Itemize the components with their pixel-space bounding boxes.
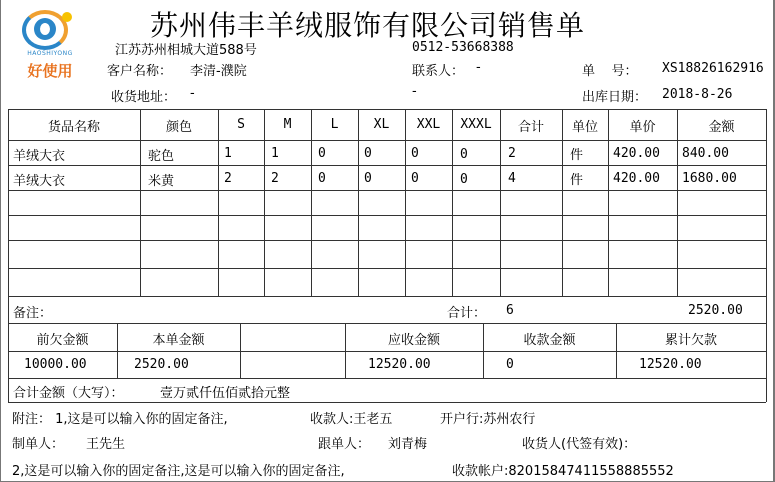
col-header-price: 单价 — [629, 120, 656, 135]
row1-m: 1 — [271, 146, 279, 161]
row2-m: 2 — [271, 171, 279, 186]
table-row-line — [8, 296, 766, 297]
row2-xxl: 0 — [411, 171, 419, 186]
remark-label: 备注： — [13, 306, 53, 321]
summary-header-prev-owed: 前欠金额 — [36, 333, 89, 348]
row2-xl: 0 — [364, 171, 372, 186]
col-header-item: 货品名称 — [47, 120, 100, 135]
maker-label: 制单人： — [12, 437, 65, 452]
col-header-unit: 单位 — [571, 120, 598, 135]
row2-color: 米黄 — [148, 174, 175, 189]
total-amount: 2520.00 — [688, 303, 743, 318]
summary-header-cumulative: 累计欠款 — [664, 333, 717, 348]
col-header-color: 颜色 — [165, 120, 192, 135]
table-col-line — [218, 109, 219, 296]
row1-amount: 840.00 — [682, 146, 729, 161]
logo-sun-icon — [62, 12, 72, 22]
row2-amount: 1680.00 — [682, 171, 737, 186]
customer-label: 客户名称： — [107, 64, 173, 79]
footer-note-1: 附注： 1,这是可以输入你的固定备注, — [12, 412, 228, 427]
amount-words-label: 合计金额（大写）： — [13, 386, 124, 401]
table-border-bottom — [8, 402, 766, 403]
table-row-line — [8, 215, 766, 216]
row2-xxxl: 0 — [460, 172, 468, 187]
col-header-m: M — [283, 117, 292, 132]
table-row-line — [8, 351, 766, 352]
company-phone: 0512-53668388 — [412, 40, 514, 55]
date-value: 2018-8-26 — [662, 87, 733, 102]
order-label: 单 号： — [582, 64, 638, 79]
row1-unit: 件 — [570, 148, 584, 163]
follow-label: 跟单人： — [318, 437, 371, 452]
customer-value: 李清-濮院 — [190, 64, 247, 79]
table-col-line — [358, 109, 359, 296]
contact-extra-value: - — [412, 84, 417, 99]
table-border-right — [766, 109, 767, 402]
ship-address-value: - — [190, 86, 195, 101]
row1-xxxl: 0 — [460, 147, 468, 162]
table-col-line — [405, 109, 406, 296]
summary-col-line — [240, 323, 241, 378]
footer-payee: 收款人:王老五 — [310, 412, 393, 427]
amount-words-value: 壹万贰仟伍佰贰拾元整 — [160, 386, 291, 401]
table-row-line — [8, 323, 766, 324]
table-row-line — [8, 268, 766, 269]
row2-item: 羊绒大衣 — [13, 174, 66, 189]
company-address: 江苏苏州相城大道588号 — [115, 43, 257, 58]
total-label: 合计： — [447, 306, 487, 321]
footer-account: 收款帐户:82015847411558885552 — [452, 464, 674, 479]
col-header-amount: 金额 — [708, 120, 735, 135]
row1-l: 0 — [318, 146, 326, 161]
summary-prev-owed: 10000.00 — [24, 357, 87, 372]
col-header-s: S — [237, 117, 245, 132]
date-label: 出库日期： — [582, 90, 648, 105]
table-col-line — [140, 109, 141, 296]
ship-address-label: 收货地址： — [111, 90, 177, 105]
summary-header-received: 收款金额 — [523, 333, 576, 348]
row2-s: 2 — [224, 171, 232, 186]
col-header-xxl: XXL — [416, 117, 441, 132]
table-col-line — [562, 109, 563, 296]
order-value: XS18826162916 — [662, 61, 764, 76]
table-col-line — [452, 109, 453, 296]
row2-unit: 件 — [570, 173, 584, 188]
contact-value: - — [476, 60, 481, 75]
total-qty: 6 — [506, 303, 514, 318]
contact-label: 联系人： — [412, 64, 465, 79]
table-row-line — [8, 378, 766, 379]
row2-total: 4 — [508, 171, 516, 186]
summary-received: 0 — [506, 357, 514, 372]
row1-price: 420.00 — [613, 146, 660, 161]
row1-xxl: 0 — [411, 146, 419, 161]
table-col-line — [311, 109, 312, 296]
summary-cumulative: 12520.00 — [639, 357, 702, 372]
document-title: 苏州伟丰羊绒服饰有限公司销售单 — [150, 9, 586, 42]
summary-header-this-order: 本单金额 — [152, 333, 205, 348]
table-row-line — [8, 165, 766, 166]
row1-total: 2 — [508, 146, 516, 161]
footer-note-2: 2,这是可以输入你的固定备注,这是可以输入你的固定备注, — [12, 464, 345, 479]
maker-value: 王先生 — [86, 437, 126, 452]
window-left-border — [0, 0, 1, 482]
table-col-line — [677, 109, 678, 296]
col-header-l: L — [330, 117, 339, 132]
row1-color: 驼色 — [148, 149, 175, 164]
logo-text-cn: 好使用 — [27, 62, 73, 80]
company-logo — [10, 6, 90, 86]
summary-receivable: 12520.00 — [368, 357, 431, 372]
receiver-label: 收货人(代签有效)： — [522, 437, 637, 452]
table-border-left — [8, 109, 9, 402]
logo-mark-icon — [34, 18, 56, 40]
summary-this-order: 2520.00 — [134, 357, 189, 372]
footer-bank: 开户行:苏州农行 — [440, 412, 536, 427]
row2-price: 420.00 — [613, 171, 660, 186]
table-col-line — [608, 109, 609, 296]
col-header-xl: XL — [373, 117, 390, 132]
col-header-total: 合计 — [517, 120, 544, 135]
row1-item: 羊绒大衣 — [13, 149, 66, 164]
row1-xl: 0 — [364, 146, 372, 161]
row1-s: 1 — [224, 146, 232, 161]
table-row-line — [8, 240, 766, 241]
follow-value: 刘青梅 — [388, 437, 428, 452]
col-header-xxxl: XXXL — [460, 117, 492, 132]
logo-text-en: HAOSHIYONG — [27, 50, 73, 57]
table-col-line — [500, 109, 501, 296]
table-border-top — [8, 109, 766, 110]
table-col-line — [264, 109, 265, 296]
table-row-line — [8, 140, 766, 141]
table-row-line — [8, 190, 766, 191]
summary-header-receivable: 应收金额 — [387, 333, 440, 348]
row2-l: 0 — [318, 171, 326, 186]
